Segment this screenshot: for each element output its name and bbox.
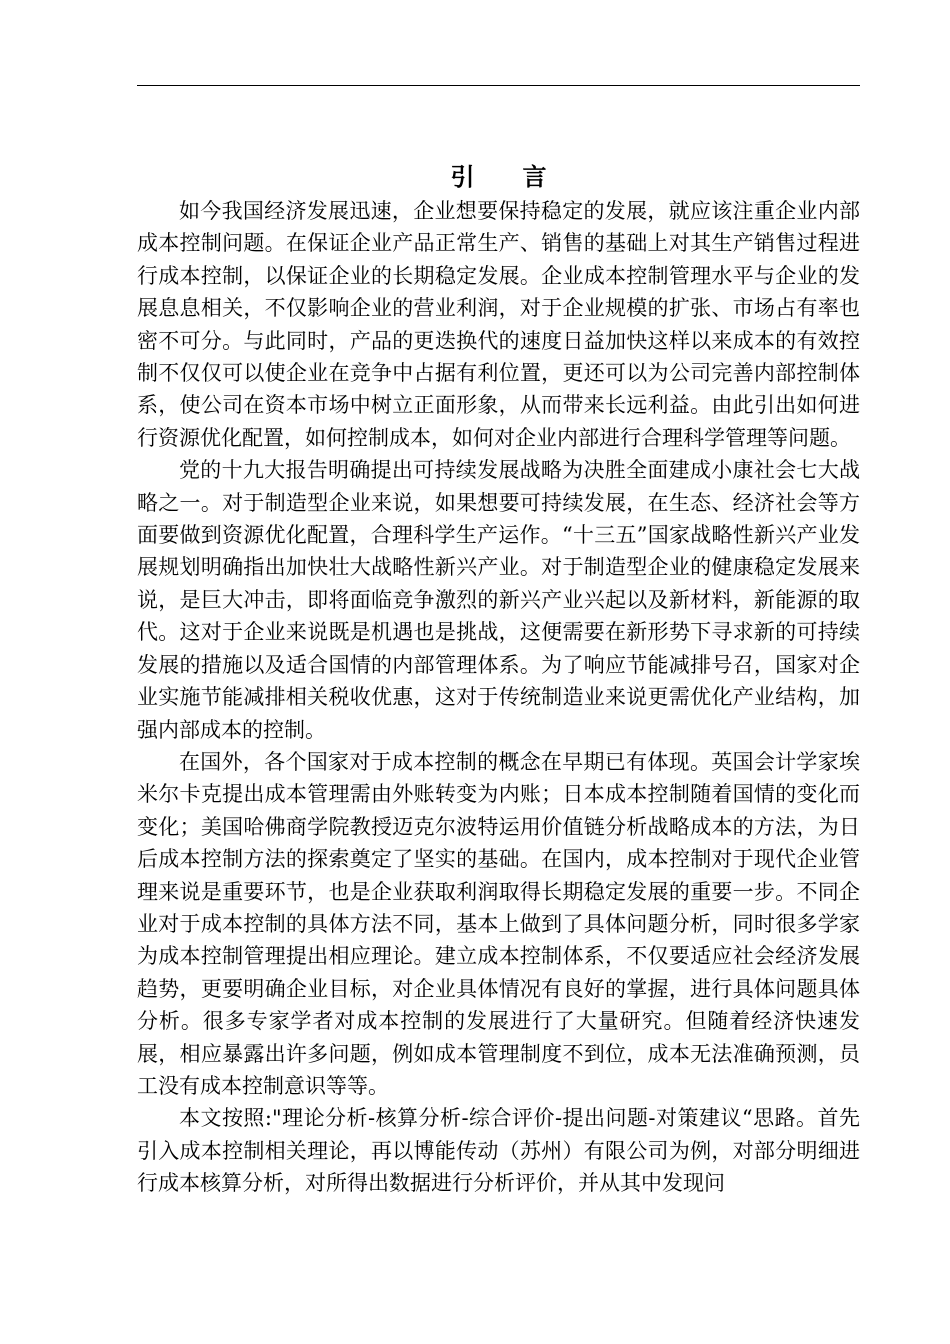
- paragraph-2: 党的十九大报告明确提出可持续发展战略为决胜全面建成小康社会七大战略之一。对于制造型企业来说，如果想要可持续发展，在生态、经济社会等方面要做到资源优化配置，合理科学生产运作。“十三五”国家战略性新兴产业发展规划明确指出加快壮大战略性新兴产业。对于制造型企业的健康稳定发展来说，是巨大冲击，即将面临竞争激烈的新兴产业兴起以及新材料，新能源的取代。这对于企业来说既是机遇也是挑战，这便需要在新形势下寻求新的可持续发展的措施以及适合国情的内部管理体系。为了响应节能减排号召，国家对企业实施节能减排相关税收优惠，这对于传统制造业来说更需优化产业结构，加强内部成本的控制。: [137, 458, 860, 742]
- body-text: [137, 195, 860, 1200]
- paragraph-1: 如今我国经济发展迅速，企业想要保持稳定的发展，就应该注重企业内部成本控制问题。在保证企业产品正常生产、销售的基础上对其生产销售过程进行成本控制，以保证企业的长期稳定发展。企业成本控制管理水平与企业的发展息息相关，不仅影响企业的营业利润，对于企业规模的扩张、市场占有率也密不可分。与此同时，产品的更迭换代的速度日益加快这样以来成本的有效控制不仅仅可以使企业在竞争中占据有利位置，更还可以为公司完善内部控制体系，使公司在资本市场中树立正面形象，从而带来长远利益。由此引出如何进行资源优化配置，如何控制成本，如何对企业内部进行合理科学管理等问题。: [137, 199, 860, 450]
- header-rule: [137, 85, 860, 86]
- page-title: 引 言: [450, 163, 547, 191]
- paragraph-3: 在国外，各个国家对于成本控制的概念在早期已有体现。英国会计学家埃米尔卡克提出成本管理需由外账转变为内账；日本成本控制随着国情的变化而变化；美国哈佛商学院教授迈克尔波特运用价值链分析战略成本的方法，为日后成本控制方法的探索奠定了坚实的基础。在国内，成本控制对于现代企业管理来说是重要环节，也是企业获取利润取得长期稳定发展的重要一步。不同企业对于成本控制的具体方法不同，基本上做到了具体问题分析，同时很多学家为成本控制管理提出相应理论。建立成本控制体系，不仅要适应社会经济发展趋势，更要明确企业目标，对企业具体情况有良好的掌握，进行具体问题具体分析。很多专家学者对成本控制的发展进行了大量研究。但随着经济快速发展，相应暴露出许多问题，例如成本管理制度不到位，成本无法准确预测，员工没有成本控制意识等等。: [137, 749, 860, 1098]
- paragraph-4: 本文按照:"理论分析-核算分析-综合评价-提出问题-对策建议“思路。首先引入成本控制相关理论，再以博能传动（苏州）有限公司为例，对部分明细进行成本核算分析，对所得出数据进行分析评价，并从其中发现问: [137, 1106, 860, 1196]
